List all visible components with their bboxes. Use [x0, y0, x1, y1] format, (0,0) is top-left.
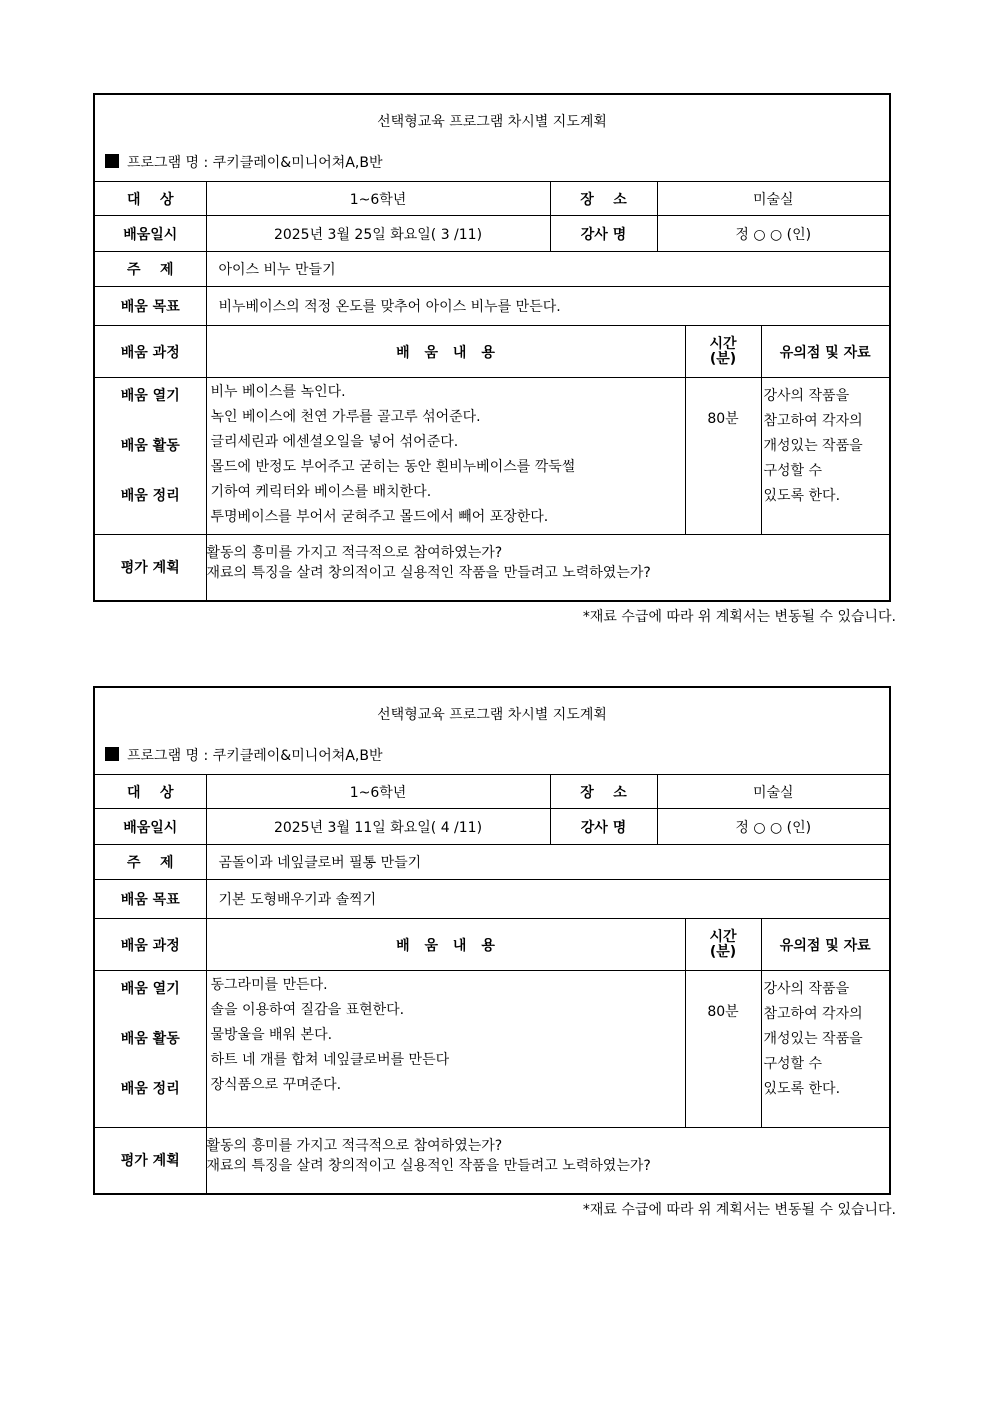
- notes-line: 구성할 수: [763, 1056, 823, 1072]
- process-label: 배움 과정: [94, 919, 206, 971]
- eval-label: 평가 계획: [94, 1128, 206, 1194]
- content-line: 동그라미를 만든다.: [210, 977, 328, 993]
- topic-value: 곰돌이과 네잎클로버 필통 만들기: [206, 845, 890, 880]
- program-label: 프로그램 명 : 쿠키클레이&미니어쳐A,B반: [127, 155, 383, 171]
- content-line: 글리세린과 에센셜오일을 넣어 섞어준다.: [210, 434, 459, 450]
- stage-label: 배움 열기: [120, 388, 180, 404]
- topic-value: 아이스 비누 만들기: [206, 252, 890, 287]
- lesson-plan-table: [93, 686, 891, 1195]
- eval-cell: [206, 535, 890, 601]
- notes-label: 유의점 및 자료: [761, 326, 890, 378]
- notes-line: 강사의 작품을: [763, 388, 850, 404]
- program-name: [94, 143, 890, 182]
- date-value: 2025년 3월 25일 화요일( 3 /11): [206, 216, 550, 252]
- plan-title: 선택형교육 프로그램 차시별 지도계획: [94, 94, 890, 143]
- square-bullet-icon: [105, 747, 119, 761]
- footnote: *재료 수급에 따라 위 계획서는 변동될 수 있습니다.: [582, 609, 896, 625]
- notes-line: 참고하여 각자의: [763, 1006, 863, 1022]
- time-label-unit: (분): [709, 943, 737, 960]
- content-line: 물방울을 배워 본다.: [210, 1027, 333, 1043]
- topic-label: 주 제: [94, 252, 206, 287]
- time-label-line: 시간: [709, 335, 737, 352]
- lesson-plan: [93, 686, 889, 1195]
- date-value: 2025년 3월 11일 화요일( 4 /11): [206, 809, 550, 845]
- lesson-plan: [93, 93, 889, 602]
- stages-cell: [94, 971, 206, 1128]
- content-line: 몰드에 반정도 부어주고 굳히는 동안 흰비누베이스를 깍둑썰: [210, 459, 576, 475]
- eval-cell: [206, 1128, 890, 1194]
- content-line: 하트 네 개를 합쳐 네잎클로버를 만든다: [210, 1052, 450, 1068]
- content-line: 녹인 베이스에 천연 가루를 골고루 섞어준다.: [210, 409, 481, 425]
- goal-value: 비누베이스의 적정 온도를 맞추어 아이스 비누를 만든다.: [206, 287, 890, 326]
- content-line: 비누 베이스를 녹인다.: [210, 384, 346, 400]
- goal-label: 배움 목표: [94, 880, 206, 919]
- notes-line: 개성있는 작품을: [763, 438, 863, 454]
- content-line: 기하여 케릭터와 베이스를 배치한다.: [210, 484, 432, 500]
- teacher-value: 정 ○ ○ (인): [657, 809, 890, 845]
- square-bullet-icon: [105, 154, 119, 168]
- topic-label: 주 제: [94, 845, 206, 880]
- target-value: 1~6학년: [206, 775, 550, 809]
- content-line: 투명베이스를 부어서 굳혀주고 몰드에서 빼어 포장한다.: [210, 509, 549, 525]
- eval-line: 활동의 흥미를 가지고 적극적으로 참여하였는가?: [206, 545, 503, 561]
- eval-line: 재료의 특징을 살려 창의적이고 실용적인 작품을 만들려고 노력하였는가?: [206, 565, 651, 581]
- notes-line: 있도록 한다.: [763, 1081, 841, 1097]
- place-value: 미술실: [657, 775, 890, 809]
- notes-line: 참고하여 각자의: [763, 413, 863, 429]
- time-label: [685, 919, 761, 971]
- notes-line: 구성할 수: [763, 463, 823, 479]
- stage-label: 배움 정리: [120, 1081, 180, 1097]
- time-value: 80분: [685, 378, 761, 535]
- teacher-label: 강사 명: [550, 216, 657, 252]
- target-label: 대 상: [94, 182, 206, 216]
- footnote: *재료 수급에 따라 위 계획서는 변동될 수 있습니다.: [582, 1202, 896, 1218]
- eval-line: 활동의 흥미를 가지고 적극적으로 참여하였는가?: [206, 1138, 503, 1154]
- content-cell: [206, 378, 685, 535]
- notes-line: 있도록 한다.: [763, 488, 841, 504]
- place-label: 장 소: [550, 775, 657, 809]
- eval-line: 재료의 특징을 살려 창의적이고 실용적인 작품을 만들려고 노력하였는가?: [206, 1158, 651, 1174]
- eval-label: 평가 계획: [94, 535, 206, 601]
- program-label: 프로그램 명 : 쿠키클레이&미니어쳐A,B반: [127, 748, 383, 764]
- goal-label: 배움 목표: [94, 287, 206, 326]
- notes-line: 개성있는 작품을: [763, 1031, 863, 1047]
- date-label: 배움일시: [94, 809, 206, 845]
- teacher-value: 정 ○ ○ (인): [657, 216, 890, 252]
- time-value: 80분: [685, 971, 761, 1128]
- target-value: 1~6학년: [206, 182, 550, 216]
- plan-title: 선택형교육 프로그램 차시별 지도계획: [94, 687, 890, 736]
- time-label-unit: (분): [709, 350, 737, 367]
- notes-line: 강사의 작품을: [763, 981, 850, 997]
- notes-cell: [761, 971, 890, 1128]
- notes-cell: [761, 378, 890, 535]
- stage-label: 배움 열기: [120, 981, 180, 997]
- stage-label: 배움 정리: [120, 488, 180, 504]
- target-label: 대 상: [94, 775, 206, 809]
- content-label: 배 움 내 용: [206, 326, 685, 378]
- content-cell: [206, 971, 685, 1128]
- content-line: 장식품으로 꾸며준다.: [210, 1077, 342, 1093]
- stage-label: 배움 활동: [120, 1031, 180, 1047]
- stage-label: 배움 활동: [120, 438, 180, 454]
- process-label: 배움 과정: [94, 326, 206, 378]
- notes-label: 유의점 및 자료: [761, 919, 890, 971]
- program-name: [94, 736, 890, 775]
- place-value: 미술실: [657, 182, 890, 216]
- place-label: 장 소: [550, 182, 657, 216]
- content-line: 솔을 이용하여 질감을 표현한다.: [210, 1002, 405, 1018]
- time-label-line: 시간: [709, 928, 737, 945]
- lesson-plan-table: [93, 93, 891, 602]
- time-label: [685, 326, 761, 378]
- content-label: 배 움 내 용: [206, 919, 685, 971]
- goal-value: 기본 도형배우기과 솔찍기: [206, 880, 890, 919]
- teacher-label: 강사 명: [550, 809, 657, 845]
- date-label: 배움일시: [94, 216, 206, 252]
- stages-cell: [94, 378, 206, 535]
